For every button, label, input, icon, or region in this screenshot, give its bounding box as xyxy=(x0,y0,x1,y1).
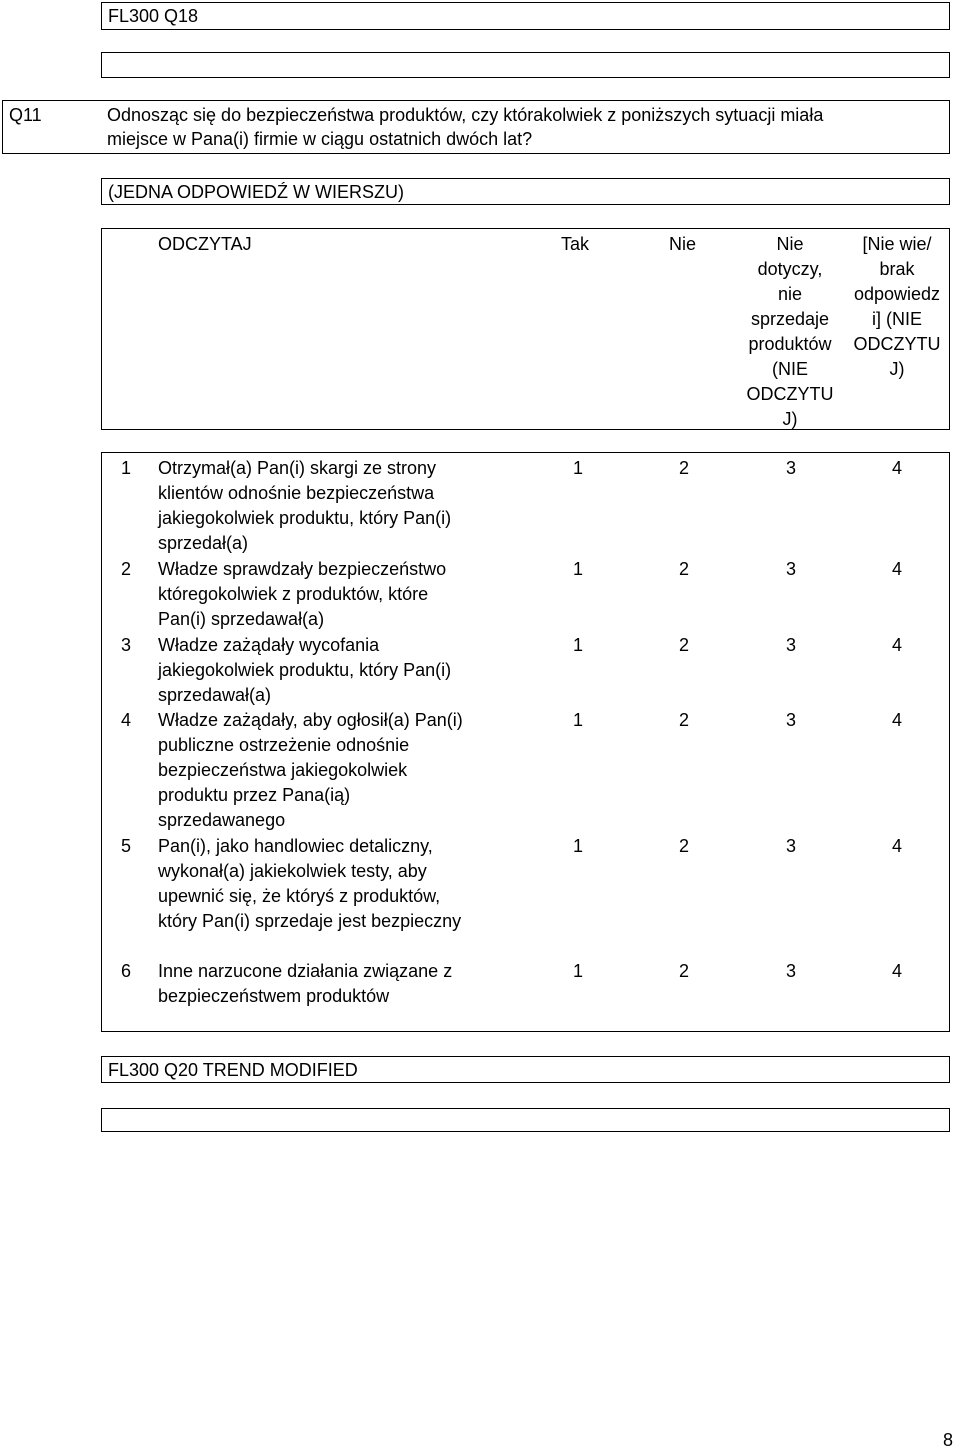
question-id: Q11 xyxy=(9,105,42,125)
header-dk-line: [Nie wie/ xyxy=(862,234,932,254)
code-3[interactable]: 3 xyxy=(785,961,796,981)
row-text-line: upewnić się, że któryś z produktów, xyxy=(158,886,441,906)
code-3[interactable]: 3 xyxy=(785,559,796,579)
row-text-line: Pan(i) sprzedawał(a) xyxy=(158,609,325,629)
row-text-line: Otrzymał(a) Pan(i) skargi ze strony xyxy=(158,458,437,478)
code-2[interactable]: 2 xyxy=(678,559,689,579)
question-text-line1: Odnosząc się do bezpieczeństwa produktów, czy którakolwiek z poniższych sytuacji miała xyxy=(107,105,824,125)
header-na-line: nie xyxy=(777,284,803,304)
row-text-line: Władze zażądały wycofania xyxy=(158,635,380,655)
header-no: Nie xyxy=(669,234,697,254)
row-text xyxy=(158,708,518,833)
row-text-line: Pan(i), jako handlowiec detaliczny, xyxy=(158,836,433,856)
header-dk-line: ODCZYTU xyxy=(853,334,941,354)
row-text xyxy=(158,557,518,632)
instruction-text: (JEDNA ODPOWIEDŹ W WIERSZU) xyxy=(108,182,404,202)
row-text-line: sprzedawał(a) xyxy=(158,685,272,705)
trend-box xyxy=(101,1056,950,1083)
row-text xyxy=(158,456,518,556)
empty-box-bottom xyxy=(101,1108,950,1132)
row-text-line: który Pan(i) sprzedaje jest bezpieczny xyxy=(158,911,462,931)
code-2[interactable]: 2 xyxy=(678,710,689,730)
header-na-line: Nie xyxy=(776,234,804,254)
row-text xyxy=(158,633,518,708)
header-na-line: dotyczy, xyxy=(757,259,823,279)
header-code: FL300 Q18 xyxy=(108,6,199,26)
row-text xyxy=(158,959,518,1009)
code-1[interactable]: 1 xyxy=(572,559,583,579)
instruction-box xyxy=(101,178,950,205)
question-text-line2: miejsce w Pana(i) firmie w ciągu ostatnich dwóch lat? xyxy=(107,129,533,149)
code-3[interactable]: 3 xyxy=(785,635,796,655)
code-1[interactable]: 1 xyxy=(572,710,583,730)
header-dk-line: J) xyxy=(889,359,905,379)
row-text-line: Władze sprawdzały bezpieczeństwo xyxy=(158,559,447,579)
code-3[interactable]: 3 xyxy=(785,836,796,856)
row-text-line: produktu przez Pana(ią) xyxy=(158,785,351,805)
row-number: 5 xyxy=(121,836,132,856)
row-text-line: jakiegokolwiek produktu, który Pan(i) xyxy=(158,660,452,680)
header-box-fl300-q18 xyxy=(101,2,950,30)
header-na-line: produktów xyxy=(748,334,832,354)
code-1[interactable]: 1 xyxy=(572,836,583,856)
page-number: 8 xyxy=(943,1430,954,1450)
code-1[interactable]: 1 xyxy=(572,635,583,655)
row-text xyxy=(158,834,518,934)
header-na-line: sprzedaje xyxy=(750,309,830,329)
header-na-line: ODCZYTU xyxy=(746,384,834,404)
header-na-line: (NIE xyxy=(772,359,808,379)
code-2[interactable]: 2 xyxy=(678,635,689,655)
row-number: 2 xyxy=(121,559,132,579)
header-not-applicable xyxy=(732,232,848,432)
row-number: 6 xyxy=(121,961,132,981)
header-read: ODCZYTAJ xyxy=(158,234,252,254)
header-dk-line: brak xyxy=(879,259,915,279)
header-yes: Tak xyxy=(561,234,590,254)
code-4[interactable]: 4 xyxy=(891,961,902,981)
row-number: 3 xyxy=(121,635,132,655)
row-number: 4 xyxy=(121,710,132,730)
row-text-line: Inne narzucone działania związane z xyxy=(158,961,453,981)
code-4[interactable]: 4 xyxy=(891,836,902,856)
header-dk-line: odpowiedz xyxy=(853,284,941,304)
row-text-line: klientów odnośnie bezpieczeństwa xyxy=(158,483,435,503)
row-text-line: któregokolwiek z produktów, które xyxy=(158,584,429,604)
code-4[interactable]: 4 xyxy=(891,458,902,478)
trend-code: FL300 Q20 TREND MODIFIED xyxy=(108,1060,358,1080)
row-text-line: bezpieczeństwem produktów xyxy=(158,986,390,1006)
header-dk-line: i] (NIE xyxy=(871,309,922,329)
row-text-line: wykonał(a) jakiekolwiek testy, aby xyxy=(158,861,427,881)
row-text-line: sprzedawanego xyxy=(158,810,286,830)
row-text-line: sprzedał(a) xyxy=(158,533,249,553)
code-4[interactable]: 4 xyxy=(891,559,902,579)
code-1[interactable]: 1 xyxy=(572,458,583,478)
row-text-line: bezpieczeństwa jakiegokolwiek xyxy=(158,760,408,780)
row-text-line: publiczne ostrzeżenie odnośnie xyxy=(158,735,410,755)
code-1[interactable]: 1 xyxy=(572,961,583,981)
header-na-line: J) xyxy=(782,409,798,429)
row-number: 1 xyxy=(121,458,132,478)
row-text-line: Władze zażądały, aby ogłosił(a) Pan(i) xyxy=(158,710,463,730)
code-2[interactable]: 2 xyxy=(678,961,689,981)
question-box xyxy=(2,100,950,154)
code-3[interactable]: 3 xyxy=(785,710,796,730)
column-header-box xyxy=(101,228,950,430)
empty-box-top xyxy=(101,52,950,78)
code-2[interactable]: 2 xyxy=(678,836,689,856)
code-4[interactable]: 4 xyxy=(891,635,902,655)
code-3[interactable]: 3 xyxy=(785,458,796,478)
code-4[interactable]: 4 xyxy=(891,710,902,730)
code-2[interactable]: 2 xyxy=(678,458,689,478)
header-dont-know xyxy=(844,232,950,382)
row-text-line: jakiegokolwiek produktu, który Pan(i) xyxy=(158,508,452,528)
